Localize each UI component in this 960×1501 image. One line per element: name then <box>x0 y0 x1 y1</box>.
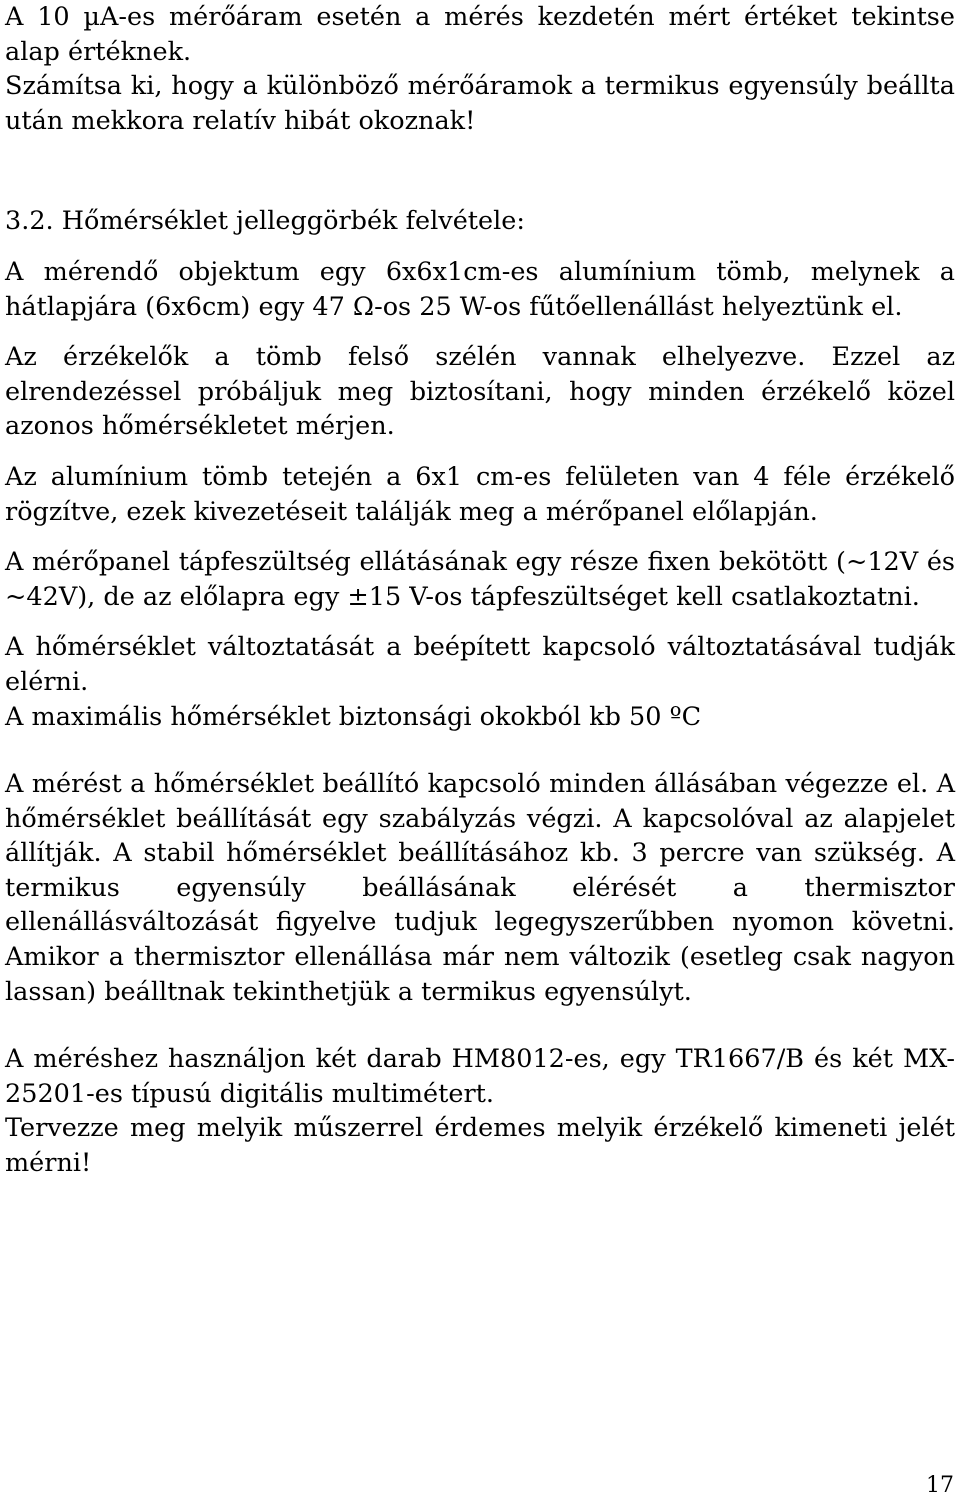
spacer <box>5 324 955 340</box>
paragraph-instruments: A méréshez használjon két darab HM8012-es, egy TR1667/B és két MX-25201-es típusú digitális multimétert. <box>5 1044 955 1109</box>
section-heading: 3.2. Hőmérséklet jelleggörbék felvétele: <box>5 206 525 237</box>
document-page <box>5 0 955 1181</box>
paragraph-object: A mérendő objektum egy 6x6x1cm-es alumínium tömb, melynek a hátlapjára (6x6cm) egy 47 Ω-os 25 W-os fűtőellenállást helyeztünk el. <box>5 256 955 322</box>
spacer <box>5 239 955 255</box>
page-number: 17 <box>926 1473 954 1498</box>
spacer <box>5 529 955 545</box>
paragraph-temp-change: A hőmérséklet változtatását a beépített kapcsoló változtatásával tudják elérni. <box>5 632 955 697</box>
paragraph-measurement: A mérést a hőmérséklet beállító kapcsoló minden állásában végezze el. A hőmérséklet beállítását egy szabályzás végzi. A kapcsolóval az alapjelet állítják. A stabil hőmérséklet beállításához kb. 3 percre van szükség. A termikus egyensúly beállásának elérését a thermisztor ellenállásváltozását figyelve tudjuk legegyszerűbben nyomon követni. Amikor a thermisztor ellenállása már nem változik (esetleg csak nagyon lassan) beálltnak tekinthetjük a termikus egyensúlyt. <box>5 769 955 1007</box>
paragraph-power: A mérőpanel tápfeszültség ellátásának egy része fixen bekötött (~12V és ~42V), de az előlapra egy ±15 V-os tápfeszültséget kell csatlakoztatni. <box>5 547 955 612</box>
paragraph-plan: Tervezze meg melyik műszerrel érdemes melyik érzékelő kimeneti jelét mérni! <box>5 1113 955 1179</box>
spacer <box>5 734 955 767</box>
paragraph-intro: A 10 µA-es mérőáram esetén a mérés kezdetén mért értéket tekintse alap értéknek. <box>5 2 955 67</box>
spacer <box>5 1009 955 1042</box>
spacer <box>5 614 955 630</box>
paragraph-block-top: Az alumínium tömb tetején a 6x1 cm-es felületen van 4 féle érzékelő rögzítve, ezek kivezetéseit találják meg a mérőpanel előlapján. <box>5 461 955 527</box>
paragraph-max-temp: A maximális hőmérséklet biztonsági okokból kb 50 ºC <box>5 701 702 732</box>
spacer <box>5 444 955 460</box>
paragraph-sensors: Az érzékelők a tömb felső szélén vannak elhelyezve. Ezzel az elrendezéssel próbáljuk meg biztosítani, hogy minden érzékelő közel azonos hőmérsékletet mérjen. <box>5 342 955 442</box>
spacer <box>5 138 955 204</box>
paragraph-task: Számítsa ki, hogy a különböző mérőáramok a termikus egyensúly beállta után mekkora relatív hibát okoznak! <box>5 71 955 136</box>
